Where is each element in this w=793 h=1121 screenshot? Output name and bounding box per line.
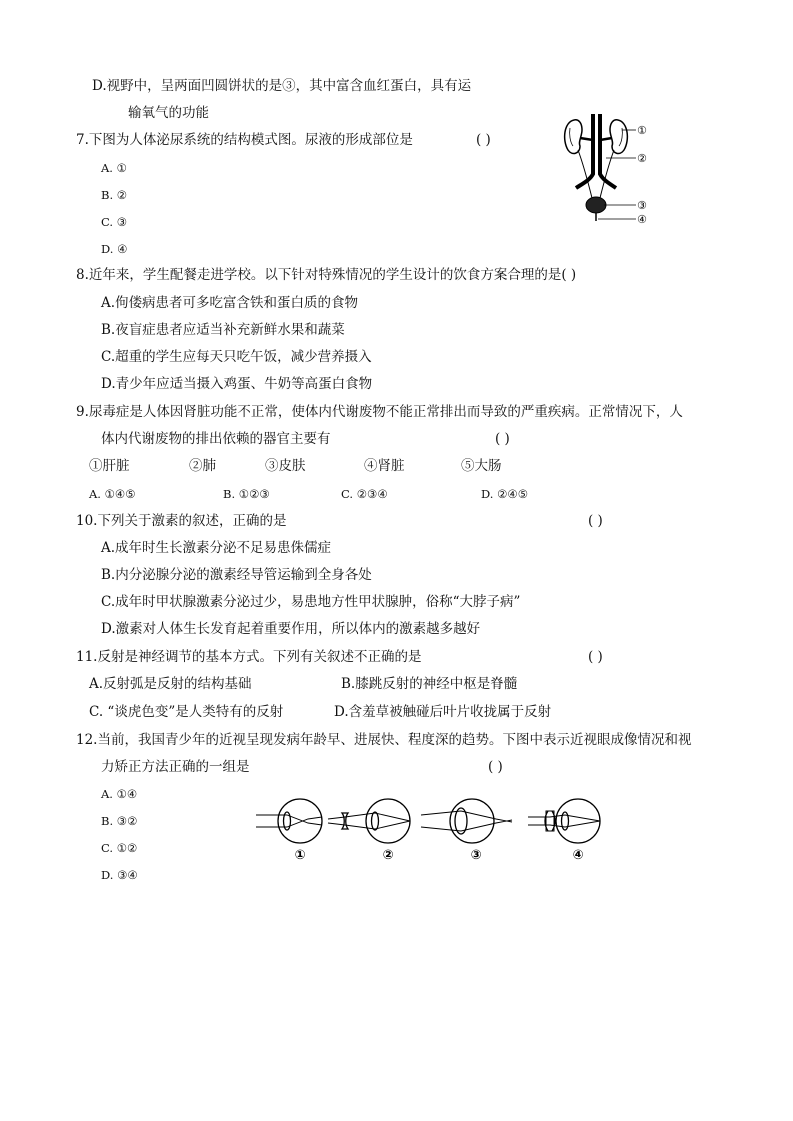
q8-stem: 8.近年来，学生配餐走进学校。以下针对特殊情况的学生设计的饮食方案合理的是( )	[76, 267, 577, 283]
q9-stem-line2: 体内代谢废物的排出依赖的器官主要有	[101, 431, 331, 447]
q9-answer-paren: ( )	[495, 431, 510, 447]
bladder	[586, 197, 606, 213]
q7-option-a: A. ①	[101, 161, 127, 175]
q9-option-a: A. ①④⑤	[89, 487, 136, 501]
eye-label-2: ②	[382, 848, 394, 863]
q11-stem: 11.反射是神经调节的基本方式。下列有关叙述不正确的是	[76, 649, 422, 665]
eye-label-3: ③	[470, 848, 482, 863]
q12-answer-paren: ( )	[488, 759, 503, 775]
q9-item-1: ①肝脏	[89, 458, 130, 474]
q10-stem: 10.下列关于激素的叙述，正确的是	[76, 513, 287, 529]
eye-imaging-figure	[256, 793, 616, 863]
q11-option-d: D.含羞草被触碰后叶片收拢属于反射	[334, 704, 552, 720]
eye-label-1: ①	[294, 848, 306, 863]
q7-option-d: D. ④	[101, 242, 128, 256]
eye-2	[328, 799, 410, 843]
q6-option-d-line1: D.视野中，呈两面凹圆饼状的是③，其中富含血红蛋白，具有运	[92, 78, 472, 94]
q9-option-c: C. ②③④	[341, 487, 388, 501]
q9-option-b: B. ①②③	[223, 487, 270, 501]
q9-item-5: ⑤大肠	[461, 458, 502, 474]
q10-option-d: D.激素对人体生长发育起着重要作用，所以体内的激素越多越好	[101, 621, 481, 637]
urinary-label-3: ③	[637, 199, 647, 212]
q12-stem-line1: 12.当前，我国青少年的近视呈现发病年龄早、进展快、程度深的趋势。下图中表示近视眼成像情况和视	[76, 732, 692, 748]
q8-option-a: A.佝偻病患者可多吃富含铁和蛋白质的食物	[101, 295, 359, 311]
eye-4	[528, 799, 600, 843]
q9-item-2: ②肺	[189, 458, 216, 474]
q12-option-c: C. ①②	[101, 841, 138, 855]
q12-option-d: D. ③④	[101, 868, 138, 882]
q12-option-b: B. ③②	[101, 814, 138, 828]
q11-option-c: C. “谈虎色变”是人类特有的反射	[89, 704, 284, 720]
q7-option-c: C. ③	[101, 215, 128, 229]
q9-stem-line1: 9.尿毒症是人体因肾脏功能不正常，使体内代谢废物不能正常排出而导致的严重疾病。正常情况下，人	[76, 404, 683, 420]
right-kidney	[610, 120, 627, 154]
q9-item-4: ④肾脏	[364, 458, 405, 474]
urinary-label-2: ②	[637, 152, 647, 165]
q11-answer-paren: ( )	[588, 649, 603, 665]
q9-option-d: D. ②④⑤	[481, 487, 529, 501]
eye-label-4: ④	[572, 848, 584, 863]
q11-option-b: B.膝跳反射的神经中枢是脊髓	[341, 676, 518, 692]
q8-option-c: C.超重的学生应每天只吃午饭，减少营养摄入	[101, 349, 372, 365]
urinary-label-4: ④	[637, 213, 647, 226]
urinary-label-1: ①	[637, 124, 647, 137]
ureters	[578, 150, 614, 198]
q10-option-c: C.成年时甲状腺激素分泌过少，易患地方性甲状腺肿，俗称“大脖子病”	[101, 594, 521, 610]
q9-item-3: ③皮肤	[265, 458, 306, 474]
urinary-system-figure	[560, 112, 660, 228]
q10-answer-paren: ( )	[588, 513, 603, 529]
q10-option-a: A.成年时生长激素分泌不足易患侏儒症	[101, 540, 332, 556]
q7-stem: 7.下图为人体泌尿系统的结构模式图。尿液的形成部位是	[76, 132, 413, 148]
q10-option-b: B.内分泌腺分泌的激素经导管运输到全身各处	[101, 567, 372, 583]
eye-1	[256, 799, 322, 843]
q8-option-d: D.青少年应适当摄入鸡蛋、牛奶等高蛋白食物	[101, 376, 373, 392]
q11-option-a: A.反射弧是反射的结构基础	[89, 676, 252, 692]
q7-option-b: B. ②	[101, 188, 128, 202]
q12-stem-line2: 力矫正方法正确的一组是	[101, 759, 250, 775]
left-kidney	[565, 120, 582, 154]
q12-option-a: A. ①④	[101, 787, 138, 801]
q7-answer-paren: ( )	[476, 132, 491, 148]
eye-3	[421, 799, 512, 843]
q8-option-b: B.夜盲症患者应适当补充新鲜水果和蔬菜	[101, 322, 345, 338]
q6-option-d-line2: 输氧气的功能	[128, 105, 209, 121]
